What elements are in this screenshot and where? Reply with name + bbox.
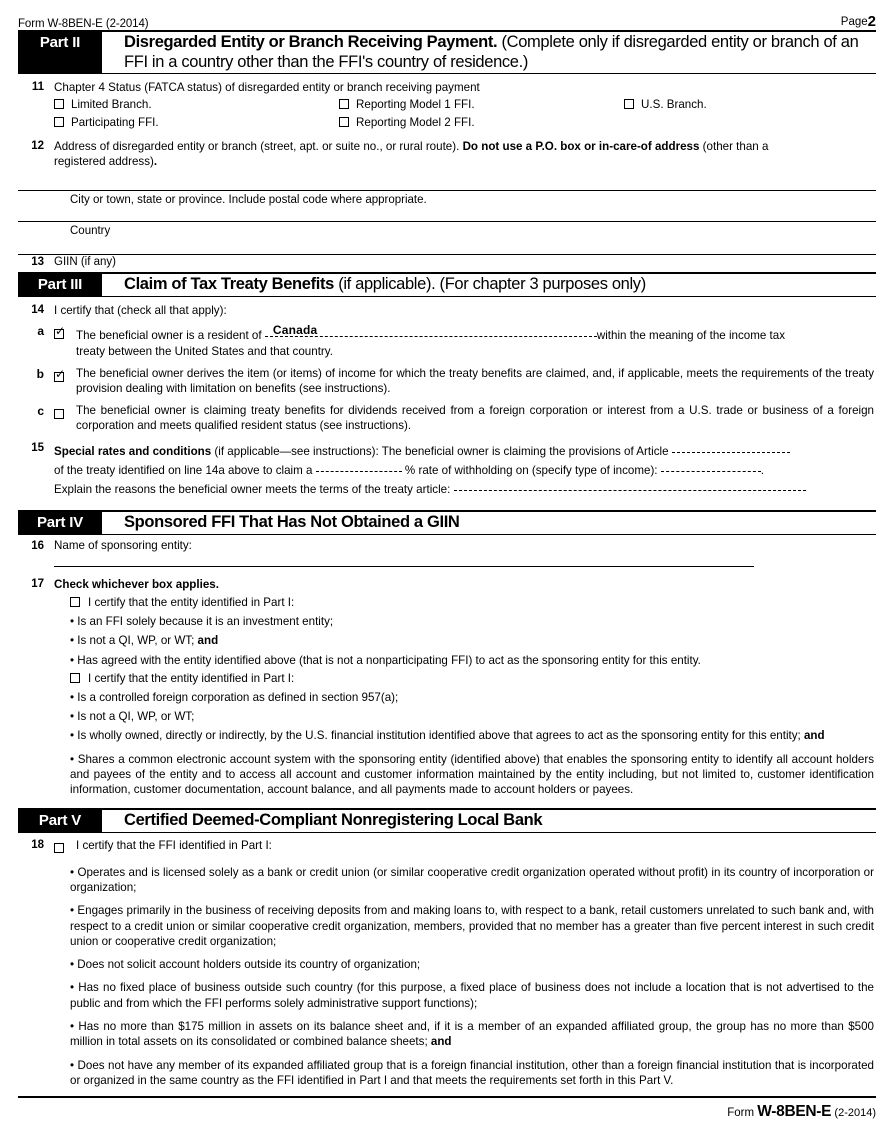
- line-15: [18, 433, 876, 498]
- line-15-row-1: [54, 441, 874, 460]
- checkbox-label: Reporting Model 1 FFI.: [356, 98, 475, 111]
- line-16-number: 16: [31, 540, 44, 552]
- line-14a-row: [76, 323, 876, 344]
- line-14: [18, 297, 876, 318]
- part-2-title-bold: Disregarded Entity or Branch Receiving Payment.: [124, 33, 498, 51]
- part-5-tag: Part V: [18, 810, 102, 832]
- checkbox-reporting-model-1-ffi[interactable]: [339, 97, 624, 113]
- bullet-text: • Does not have any member of its expanded affiliated group that is a foreign financial institution, other than a foreign financial institution that is incorporated or organized in the same country as the FFI identified in Part I and that meets the requirements set forth in this Part V.: [70, 1058, 874, 1087]
- income-type-underline: [661, 460, 761, 472]
- checkbox-box-icon[interactable]: [54, 329, 64, 339]
- line-17-g1-bullet-1: [70, 610, 874, 629]
- line-14-prompt: I certify that (check all that apply):: [54, 304, 227, 317]
- line-15-text-d: Explain the reasons the beneficial owner meets the terms of the treaty article:: [54, 483, 451, 496]
- line-18-bullet-2: [70, 895, 874, 949]
- line-17-group-2-certify[interactable]: [70, 668, 874, 686]
- line-15-text-a: (if applicable—see instructions): The beneficial owner is claiming the provisions of Article: [211, 445, 669, 458]
- residence-country-value: Canada: [272, 323, 318, 337]
- article-field[interactable]: [672, 441, 790, 460]
- line-13[interactable]: [18, 255, 876, 272]
- checkbox-label: U.S. Branch.: [641, 98, 707, 111]
- checkbox-label: Participating FFI.: [71, 116, 159, 129]
- line-18-cert-text: I certify that the FFI identified in Part I:: [76, 838, 272, 852]
- footer-revision: (2-2014): [834, 1107, 876, 1120]
- page-header: [18, 0, 876, 30]
- line-16-label: Name of sponsoring entity:: [54, 539, 192, 552]
- form-identifier: Form W-8BEN-E (2-2014): [18, 18, 149, 30]
- part-4-tag: Part IV: [18, 512, 102, 534]
- line-11-number: 11: [31, 81, 44, 93]
- part-2-header: [18, 30, 876, 74]
- line-17-group-1: [18, 592, 876, 668]
- checkbox-box-icon[interactable]: [54, 99, 64, 109]
- line-12-text-d: registered address): [54, 155, 154, 168]
- line-17-number: 17: [31, 578, 44, 590]
- line-11-spacer: [624, 115, 876, 131]
- line-17-prompt: Check whichever box applies.: [54, 578, 219, 591]
- part-2-title-regular: (Complete only if disregarded entity or branch of an: [497, 33, 859, 51]
- bullet-bold-tail: and: [803, 729, 825, 743]
- checkbox-us-branch[interactable]: [624, 97, 876, 113]
- bullet-text: • Is an FFI solely because it is an investment entity;: [70, 615, 334, 628]
- sponsoring-entity-underline: [54, 554, 754, 567]
- line-14-number: 14: [31, 304, 44, 316]
- line-12-text-bold: Do not use a P.O. box or in-care-of address: [462, 140, 700, 153]
- line-15-text-c: % rate of withholding on (specify type of income):: [404, 464, 658, 477]
- line-15-text-b: of the treaty identified on line 14a above to claim a: [54, 464, 313, 477]
- checkbox-box-icon[interactable]: [54, 843, 64, 853]
- line-17-g1-bullet-2: [70, 629, 874, 648]
- line-14b: [18, 359, 876, 396]
- checkbox-participating-ffi[interactable]: [54, 115, 339, 131]
- line-18: [18, 833, 876, 857]
- line-18-bullet-3: [70, 949, 874, 972]
- line-18-bullet-5: [70, 1011, 874, 1050]
- part-4-header: [18, 510, 876, 535]
- page-number-label: [841, 13, 876, 30]
- part-2-title-line2: FFI in a country other than the FFI's country of residence.): [124, 52, 529, 71]
- page-number: 2: [867, 13, 876, 30]
- part-3-header: [18, 272, 876, 297]
- line-18-checkbox[interactable]: [54, 836, 76, 857]
- checkbox-reporting-model-2-ffi[interactable]: [339, 115, 624, 131]
- treaty-explanation-field[interactable]: [454, 479, 806, 498]
- street-address-entry-area[interactable]: [18, 169, 876, 190]
- checkbox-box-icon[interactable]: [339, 99, 349, 109]
- line-17-g2-bullet-3: [70, 724, 874, 743]
- line-12: [18, 131, 876, 169]
- line-13-number: 13: [31, 256, 44, 268]
- line-11-options-row-1: [54, 95, 876, 113]
- treaty-explanation-underline: [454, 479, 806, 491]
- checkbox-box-icon[interactable]: [54, 409, 64, 419]
- part-2-title: [102, 32, 858, 73]
- spacer-before-part-5: [18, 798, 876, 808]
- line-14c-checkbox[interactable]: [54, 401, 76, 423]
- line-17-group-2: [18, 668, 876, 798]
- bullet-text: • Is a controlled foreign corporation as defined in section 957(a);: [70, 690, 399, 704]
- line-18-number: 18: [31, 838, 44, 851]
- bullet-text: • Is not a QI, WP, or WT;: [70, 634, 198, 648]
- line-14b-text: The beneficial owner derives the item (or items) of income for which the treaty benefits are claimed, and, if applicable, meets the requirements of the treaty provision dealing with limitation on benefits (see instructions).: [76, 367, 874, 395]
- line-17-group-1-certify[interactable]: [70, 592, 874, 610]
- bullet-text: • Shares a common electronic account system with the sponsoring entity (identified above) that enables the sponsoring entity to identify all account holders and payees of the entity and to access all account and customer information maintained by the entity including, but not limited to, customer identification information, customer documentation, account balance, and all payments made to account holders or payees.: [70, 752, 874, 797]
- part-4-title: Sponsored FFI That Has Not Obtained a GIIN: [124, 513, 460, 531]
- footer-form-name: W-8BEN-E: [757, 1103, 832, 1121]
- line-11-prompt: Chapter 4 Status (FATCA status) of disregarded entity or branch receiving payment: [54, 81, 480, 94]
- line-14c-letter: c: [37, 404, 44, 418]
- rate-field[interactable]: [316, 460, 402, 479]
- bullet-text: • Has no more than $175 million in assets on its balance sheet and, if it is a member of an expanded affiliated group, the group has no more than $500 million in total assets on its consolidated or combined balance sheets;: [70, 1020, 874, 1049]
- checkbox-box-icon[interactable]: [624, 99, 634, 109]
- line-11-options-row-2: [54, 113, 876, 131]
- spacer-before-part-4: [18, 498, 876, 510]
- line-14b-letter: b: [36, 367, 44, 381]
- spacer-before-footer: [18, 1088, 876, 1096]
- line-15-row-3: [54, 479, 874, 498]
- line-17-g1-bullet-3: [70, 649, 874, 668]
- line-14a-letter: a: [37, 324, 44, 338]
- bullet-text: • Has no fixed place of business outside such country (for this purpose, a fixed place of business does not include a location that is not advertised to the public and from which the FFI performs solely administrative support functions);: [70, 981, 874, 1010]
- checkbox-box-icon[interactable]: [70, 673, 80, 683]
- line-14a-checkbox[interactable]: [54, 321, 76, 343]
- page-footer: [18, 1098, 876, 1121]
- line-13-value: [116, 255, 126, 256]
- part-5-title: Certified Deemed-Compliant Nonregistering Local Bank: [124, 810, 543, 829]
- line-15-row-2: [54, 460, 874, 479]
- checkbox-box-icon[interactable]: [339, 117, 349, 127]
- bullet-text: • Operates and is licensed solely as a bank or credit union (or similar cooperative credit organization operated without profit) in its country of incorporation or organization;: [70, 865, 874, 894]
- checkbox-box-icon[interactable]: [54, 117, 64, 127]
- checkbox-box-icon[interactable]: [54, 372, 64, 382]
- checkbox-box-icon[interactable]: [70, 597, 80, 607]
- rate-underline: [316, 460, 402, 472]
- part-2-tag: Part II: [18, 32, 102, 73]
- line-17: [18, 573, 876, 592]
- line-12-text-e: .: [153, 155, 158, 168]
- line-18-bullets: [18, 857, 876, 1089]
- line-17-g2-bullet-2: [70, 705, 874, 724]
- part-3-tag: Part III: [18, 274, 102, 296]
- line-17-group-2-cert-text: I certify that the entity identified in Part I:: [88, 671, 295, 685]
- checkbox-label: Limited Branch.: [71, 98, 152, 111]
- line-12-text-a: Address of disregarded entity or branch (street, apt. or suite no., or rural route).: [54, 140, 463, 153]
- checkbox-limited-branch[interactable]: [54, 97, 339, 113]
- line-11: [18, 74, 876, 131]
- part-5-header: [18, 808, 876, 833]
- checkbox-label: Reporting Model 2 FFI.: [356, 116, 475, 129]
- part-3-title-regular: (if applicable). (For chapter 3 purposes only): [333, 275, 646, 293]
- line-12-instruction: [54, 139, 874, 154]
- line-14c: [18, 396, 876, 433]
- sponsoring-entity-field[interactable]: [54, 554, 754, 574]
- line-18-bullet-6: [70, 1050, 874, 1089]
- income-type-field[interactable]: [661, 460, 761, 479]
- part-3-title: [102, 274, 646, 296]
- line-12-instruction-line2: [54, 154, 874, 169]
- line-18-bullet-1: [70, 857, 874, 896]
- line-17-g2-bullet-4: [70, 744, 874, 798]
- line-16: [18, 535, 876, 573]
- line-15-number: 15: [31, 442, 44, 454]
- page-word: Page: [840, 16, 868, 28]
- line-15-bold-lead: Special rates and conditions: [54, 445, 212, 458]
- part-3-title-bold: Claim of Tax Treaty Benefits: [124, 275, 334, 293]
- bullet-text: • Is wholly owned, directly or indirectly, by the U.S. financial institution identified above that agrees to act as the sponsoring entity for this entity;: [70, 729, 804, 743]
- line-14c-text: The beneficial owner is claiming treaty benefits for dividends received from a foreign corporation or interest from a U.S. trade or business of a foreign corporation and meets qualified resident status (see instructions).: [76, 404, 874, 432]
- residence-country-field[interactable]: [265, 323, 597, 344]
- line-12-text-c: (other than a: [699, 140, 769, 153]
- article-underline: [672, 441, 790, 453]
- city-label: City or town, state or province. Include postal code where appropriate.: [70, 194, 427, 206]
- line-15-period: .: [760, 464, 765, 477]
- footer-prefix: Form: [727, 1107, 755, 1120]
- line-14a-line2: treaty between the United States and that country.: [76, 345, 333, 358]
- line-14b-checkbox[interactable]: [54, 364, 76, 386]
- line-13-label: GIIN (if any): [54, 256, 116, 268]
- bullet-bold-tail: and: [430, 1035, 452, 1049]
- country-field[interactable]: [18, 222, 876, 254]
- line-14a-text-before: The beneficial owner is a resident of: [76, 329, 262, 342]
- city-field[interactable]: [18, 191, 876, 221]
- line-12-number: 12: [31, 140, 44, 152]
- line-17-group-1-cert-text: I certify that the entity identified in Part I:: [88, 596, 295, 609]
- bullet-text: • Is not a QI, WP, or WT;: [70, 710, 195, 724]
- line-17-g2-bullet-1: [70, 686, 874, 705]
- line-18-bullet-4: [70, 972, 874, 1011]
- bullet-bold-tail: and: [197, 634, 219, 648]
- bullet-text: • Does not solicit account holders outside its country of organization;: [70, 958, 421, 972]
- line-14a: [18, 318, 876, 359]
- bullet-text: • Has agreed with the entity identified above (that is not a nonparticipating FFI) to act as the sponsoring entity for this entity.: [70, 653, 701, 667]
- country-label: Country: [70, 225, 111, 237]
- bullet-text: • Engages primarily in the business of receiving deposits from and making loans to, with respect to a bank, retail customers unrelated to such bank and, with respect to a credit union or similar cooperative credit organization, members, provided that no member has a greater than five percent interest in such credit union or cooperative credit organization;: [70, 904, 874, 948]
- line-14a-text-after: within the meaning of the income tax: [596, 329, 786, 342]
